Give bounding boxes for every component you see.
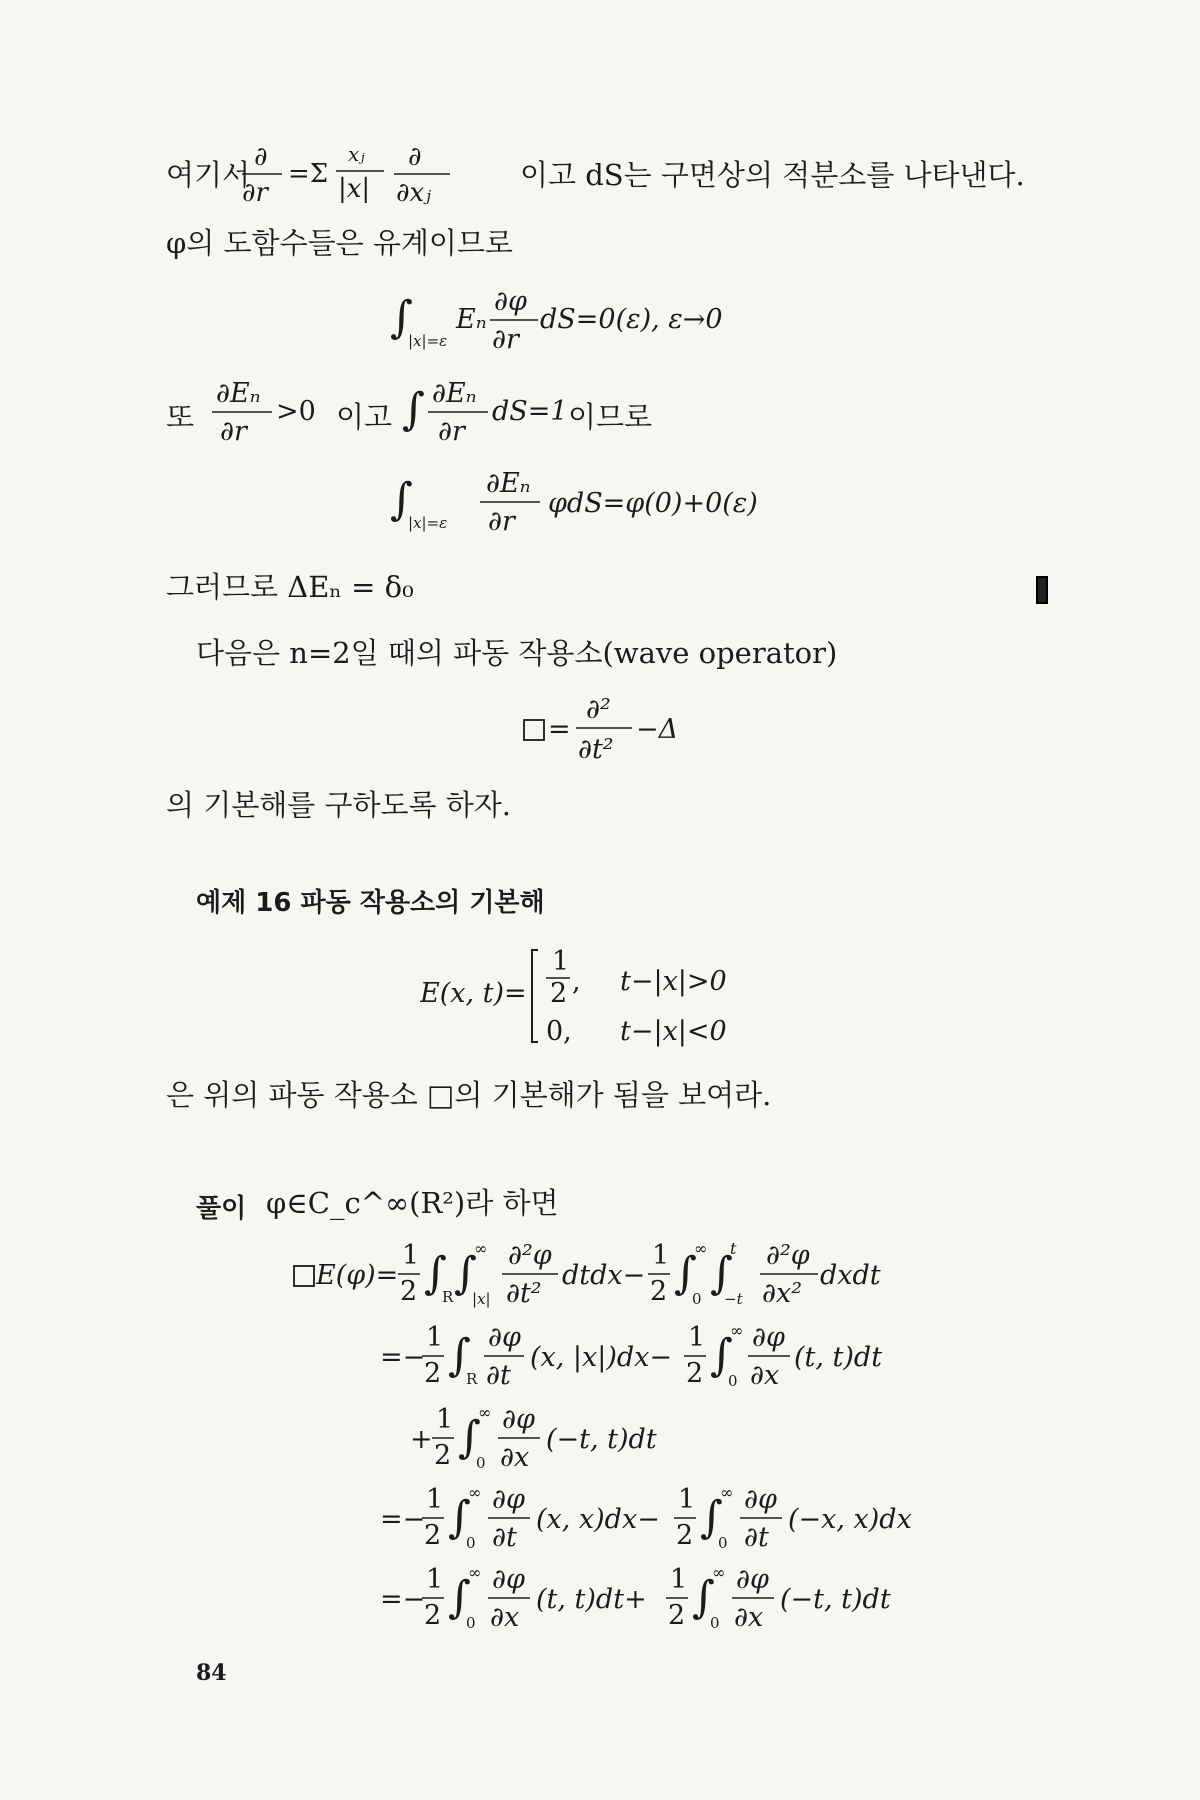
svg-text:(t, t)dt: (t, t)dt [794, 1342, 883, 1373]
line-7: 은 위의 파동 작용소 □의 기본해가 됨을 보여라. [166, 1078, 772, 1112]
svg-text:|x|: |x| [338, 174, 371, 204]
svg-text:∂φ: ∂φ [492, 1564, 525, 1595]
svg-text:,: , [572, 966, 581, 997]
svg-text:∂xⱼ: ∂xⱼ [396, 178, 431, 208]
line-3-prefix: 또 [166, 400, 195, 434]
svg-text:1: 1 [426, 1322, 444, 1353]
svg-text:2: 2 [424, 1600, 442, 1631]
svg-text:∂: ∂ [254, 142, 268, 172]
equation-1 [390, 280, 790, 360]
svg-text:∫: ∫ [454, 1248, 477, 1299]
svg-text:∂x: ∂x [490, 1602, 520, 1633]
svg-text:∂φ: ∂φ [492, 1484, 525, 1515]
svg-text:∫: ∫ [700, 1492, 723, 1543]
svg-text:∂²: ∂² [586, 694, 611, 725]
solution-text: φ∈C_c^∞(R²)라 하면 [266, 1186, 559, 1220]
svg-text:|x|: |x| [472, 1290, 491, 1308]
svg-text:−Δ: −Δ [636, 714, 679, 745]
line-3-suffix: 이므로 [568, 400, 653, 434]
svg-text:|x|=ε: |x|=ε [408, 332, 448, 350]
svg-text:∞: ∞ [468, 1483, 482, 1502]
svg-text:xⱼ: xⱼ [348, 142, 365, 166]
svg-text:2: 2 [668, 1600, 686, 1631]
svg-text:∞: ∞ [712, 1563, 726, 1582]
svg-text:∂Eₙ: ∂Eₙ [486, 468, 531, 499]
svg-text:∞: ∞ [720, 1483, 734, 1502]
svg-text:dxdt: dxdt [820, 1260, 881, 1291]
svg-text:2: 2 [424, 1520, 442, 1551]
svg-text:∂t: ∂t [744, 1522, 769, 1553]
svg-text:2: 2 [550, 978, 568, 1009]
svg-text:∂r: ∂r [242, 178, 268, 208]
svg-text:1: 1 [652, 1240, 670, 1271]
svg-text:∂²φ: ∂²φ [508, 1240, 552, 1271]
svg-text:∂r: ∂r [220, 416, 247, 447]
svg-text:+: + [410, 1424, 433, 1455]
svg-text:∫: ∫ [448, 1492, 471, 1543]
svg-text:1: 1 [436, 1404, 454, 1435]
svg-text:∂φ: ∂φ [502, 1404, 535, 1435]
svg-text:0: 0 [692, 1290, 702, 1308]
svg-text:1: 1 [552, 946, 570, 977]
svg-text:0: 0 [718, 1534, 728, 1552]
svg-text:∞: ∞ [694, 1239, 708, 1258]
svg-text:1: 1 [402, 1240, 420, 1271]
page-number: 84 [196, 1660, 227, 1686]
svg-text:=−: =− [380, 1504, 426, 1535]
svg-text:∂: ∂ [408, 142, 422, 172]
line-3-mid: 이고 [336, 400, 393, 434]
svg-text:∂φ: ∂φ [736, 1564, 769, 1595]
svg-text:0: 0 [466, 1614, 476, 1632]
svg-text:2: 2 [686, 1358, 704, 1389]
line-1-suffix: 이고 dS는 구면상의 적분소를 나타낸다. [520, 158, 1025, 192]
equation-2 [390, 462, 810, 542]
svg-text:∂r: ∂r [438, 416, 465, 447]
svg-text:∂φ: ∂φ [494, 286, 527, 317]
svg-text:∫: ∫ [390, 474, 413, 525]
line-6: 의 기본해를 구하도록 하자. [166, 788, 512, 822]
svg-text:0: 0 [728, 1372, 738, 1390]
equation-7 [410, 1400, 710, 1480]
svg-text:R: R [442, 1288, 454, 1306]
svg-text:∫: ∫ [402, 384, 425, 435]
svg-text:∫: ∫ [458, 1412, 481, 1463]
svg-text:1: 1 [670, 1564, 688, 1595]
equation-8 [380, 1480, 980, 1560]
svg-text:∂x: ∂x [500, 1442, 530, 1473]
svg-text:t−|x|<0: t−|x|<0 [620, 1016, 727, 1047]
svg-text:∫: ∫ [390, 292, 413, 343]
svg-text:∂t: ∂t [486, 1360, 511, 1391]
svg-text:(−x, x)dx: (−x, x)dx [788, 1504, 912, 1535]
svg-text:∂x: ∂x [734, 1602, 764, 1633]
svg-text:=−: =− [380, 1342, 426, 1373]
svg-text:2: 2 [424, 1358, 442, 1389]
line-4: 그러므로 ΔEₙ = δ₀ [166, 570, 414, 604]
svg-text:0: 0 [476, 1454, 486, 1472]
svg-text:t: t [730, 1239, 737, 1258]
equation-3 [520, 688, 720, 768]
equation-6 [380, 1318, 960, 1398]
svg-text:0,: 0, [546, 1016, 572, 1047]
svg-text:0: 0 [710, 1614, 720, 1632]
line-5: 다음은 n=2일 때의 파동 작용소(wave operator) [196, 636, 838, 670]
svg-text:(x, x)dx−: (x, x)dx− [536, 1504, 660, 1535]
svg-text:0: 0 [466, 1534, 476, 1552]
svg-text:(t, t)dt+: (t, t)dt+ [536, 1584, 647, 1615]
margin-marker [1036, 576, 1048, 604]
svg-text:1: 1 [426, 1564, 444, 1595]
equation-9 [380, 1560, 980, 1640]
svg-text:2: 2 [400, 1276, 418, 1307]
svg-text:t−|x|>0: t−|x|>0 [620, 966, 727, 997]
svg-text:∞: ∞ [730, 1321, 744, 1340]
svg-text:∫: ∫ [674, 1248, 697, 1299]
svg-text:φdS=φ(0)+0(ε): φdS=φ(0)+0(ε) [548, 488, 758, 519]
svg-text:∂r: ∂r [492, 324, 519, 355]
svg-text:dtdx−: dtdx− [562, 1260, 646, 1291]
svg-text:=: = [548, 714, 571, 745]
line-1-prefix: 여기서 [166, 158, 251, 192]
svg-text:=−: =− [380, 1584, 426, 1615]
svg-text:dS=0(ε), ε→0: dS=0(ε), ε→0 [540, 304, 723, 335]
svg-text:1: 1 [426, 1484, 444, 1515]
svg-text:−t: −t [724, 1290, 743, 1308]
svg-text:∂t: ∂t [492, 1522, 517, 1553]
svg-text:(x, |x|)dx−: (x, |x|)dx− [530, 1342, 673, 1373]
svg-text:∂t²: ∂t² [506, 1278, 542, 1309]
line-1-formula [236, 135, 536, 215]
svg-text:>0: >0 [276, 396, 316, 427]
svg-text:∫: ∫ [448, 1330, 471, 1381]
svg-text:R: R [466, 1370, 478, 1388]
svg-text:2: 2 [676, 1520, 694, 1551]
svg-text:∞: ∞ [474, 1239, 488, 1258]
svg-text:∂φ: ∂φ [488, 1322, 521, 1353]
equation-4 [420, 940, 760, 1060]
svg-text:∂φ: ∂φ [744, 1484, 777, 1515]
example-title: 예제 16 파동 작용소의 기본해 [196, 888, 545, 918]
svg-text:∫: ∫ [710, 1330, 733, 1381]
line-2: φ의 도함수들은 유계이므로 [166, 226, 513, 260]
svg-text:=Σ: =Σ [288, 159, 329, 189]
svg-text:dS=1: dS=1 [492, 396, 568, 427]
svg-text:∞: ∞ [468, 1563, 482, 1582]
svg-text:∂Eₙ: ∂Eₙ [216, 378, 261, 409]
svg-text:E(φ)=: E(φ)= [316, 1260, 399, 1291]
svg-text:2: 2 [434, 1440, 452, 1471]
svg-text:∂²φ: ∂²φ [766, 1240, 810, 1271]
svg-text:|x|=ε: |x|=ε [408, 514, 448, 532]
svg-text:E(x, t)=: E(x, t)= [420, 978, 527, 1009]
svg-text:∫: ∫ [710, 1248, 733, 1299]
svg-text:∂t²: ∂t² [578, 734, 614, 765]
svg-text:∫: ∫ [448, 1572, 471, 1623]
svg-text:∫: ∫ [424, 1248, 447, 1299]
equation-5 [290, 1236, 950, 1316]
svg-text:1: 1 [688, 1322, 706, 1353]
solution-label: 풀이 [196, 1194, 247, 1224]
svg-text:1: 1 [678, 1484, 696, 1515]
svg-text:∂x: ∂x [750, 1360, 780, 1391]
svg-text:Eₙ: Eₙ [456, 304, 487, 335]
svg-text:∂x²: ∂x² [762, 1278, 803, 1309]
svg-text:∫: ∫ [692, 1572, 715, 1623]
svg-text:∞: ∞ [478, 1403, 492, 1422]
svg-text:∂Eₙ: ∂Eₙ [432, 378, 477, 409]
svg-text:∂φ: ∂φ [752, 1322, 785, 1353]
svg-text:(−t, t)dt: (−t, t)dt [780, 1584, 891, 1615]
svg-text:(−t, t)dt: (−t, t)dt [546, 1424, 657, 1455]
svg-text:2: 2 [650, 1276, 668, 1307]
svg-text:∂r: ∂r [488, 506, 515, 537]
